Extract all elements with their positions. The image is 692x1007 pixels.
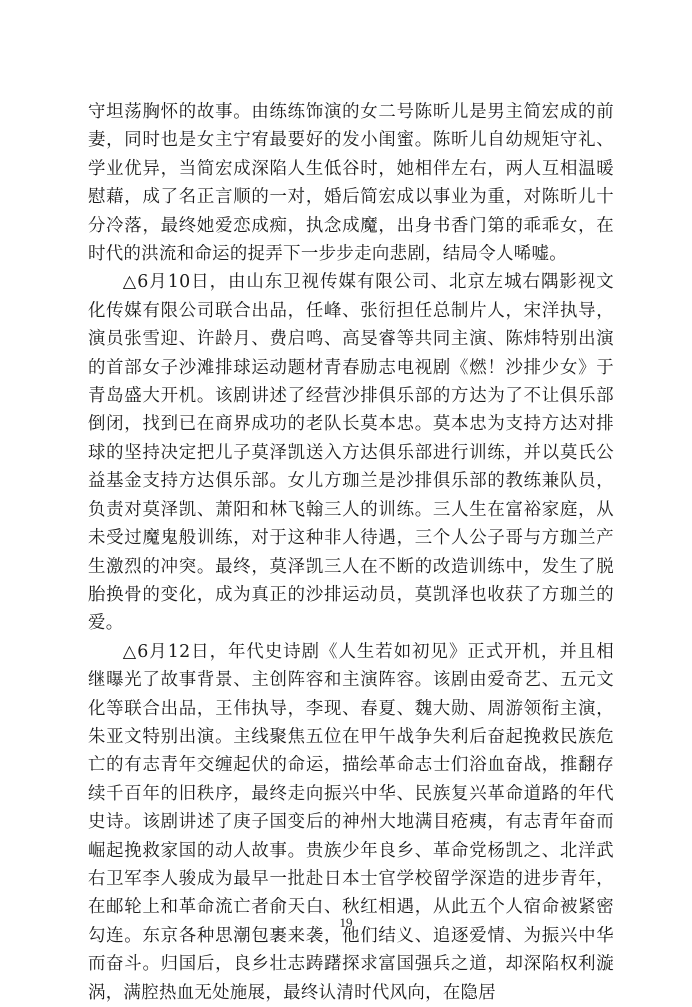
paragraph-rensheng-ruoru-chujian: △6月12日，年代史诗剧《人生若如初见》正式开机，并且相继曝光了故事背景、主创阵容和主演阵容。该剧由爱奇艺、五元文化等联合出品，王伟执导，李现、春夏、魏大勋、周游领衔主演，朱亚文特别出演。主线聚焦五位在甲午战争失利后奋起挽救民族危亡的有志青年交缠起伏的命运，描绘革命志士们浴血奋战，推翻存续千百年的旧秩序，最终走向振兴中华、民族复兴革命道路的年代史诗。该剧讲述了庚子国变后的神州大地满目疮痍，有志青年奋而崛起挽救家国的动人故事。贵族少年良乡、革命党杨凯之、北洋武右卫军李人骏成为最早一批赴日本士官学校留学深造的进步青年，在邮轮上和革命流亡者俞天白、秋红相遇，从此五个人宿命被紧密勾连。东京各种思潮包裹来袭，他们结义、追逐爱情、为振兴中华而奋斗。归国后，良乡壮志踌躇探求富国强兵之道，却深陷权利漩涡，满腔热血无处施展，最终认清时代风向，在隐居 [88, 641, 614, 1003]
paragraph-ran-shapai-shaonv: △6月10日，由山东卫视传媒有限公司、北京左城右隅影视文化传媒有限公司联合出品，任峰、张衍担任总制片人，宋洋执导，演员张雪迎、许龄月、费启鸣、高旻睿等共同主演、陈炜特别出演的首部女子沙滩排球运动题材青春励志电视剧《燃！沙排少女》于青岛盛大开机。该剧讲述了经营沙排俱乐部的方达为了不让俱乐部倒闭，找到已在商界成功的老队长莫本忠。莫本忠为支持方达对排球的坚持决定把儿子莫泽凯送入方达俱乐部进行训练，并以莫氏公益基金支持方达俱乐部。女儿方珈兰是沙排俱乐部的教练兼队员，负责对莫泽凯、萧阳和林飞翰三人的训练。三人生在富裕家庭，从未受过魔鬼般训练，对于这种非人待遇，三个人公子哥与方珈兰产生激烈的冲突。最终，莫泽凯三人在不断的改造训练中，发生了脱胎换骨的变化，成为真正的沙排运动员，莫凯泽也收获了方珈兰的爱。 [88, 272, 614, 634]
document-body [88, 98, 614, 1007]
page-number: 19 [339, 915, 353, 930]
paragraph-continuation: 守坦荡胸怀的故事。由练练饰演的女二号陈昕儿是男主简宏成的前妻，同时也是女主宁宥最要好的发小闺蜜。陈昕儿自幼规矩守礼、学业优异，当简宏成深陷人生低谷时，她相伴左右，两人互相温暖慰藉，成了名正言顺的一对，婚后简宏成以事业为重，对陈昕儿十分冷落，最终她爱恋成痴，执念成魔，出身书香门第的乖乖女，在时代的洪流和命运的捉弄下一步步走向悲剧，结局令人唏嘘。 [88, 102, 614, 265]
